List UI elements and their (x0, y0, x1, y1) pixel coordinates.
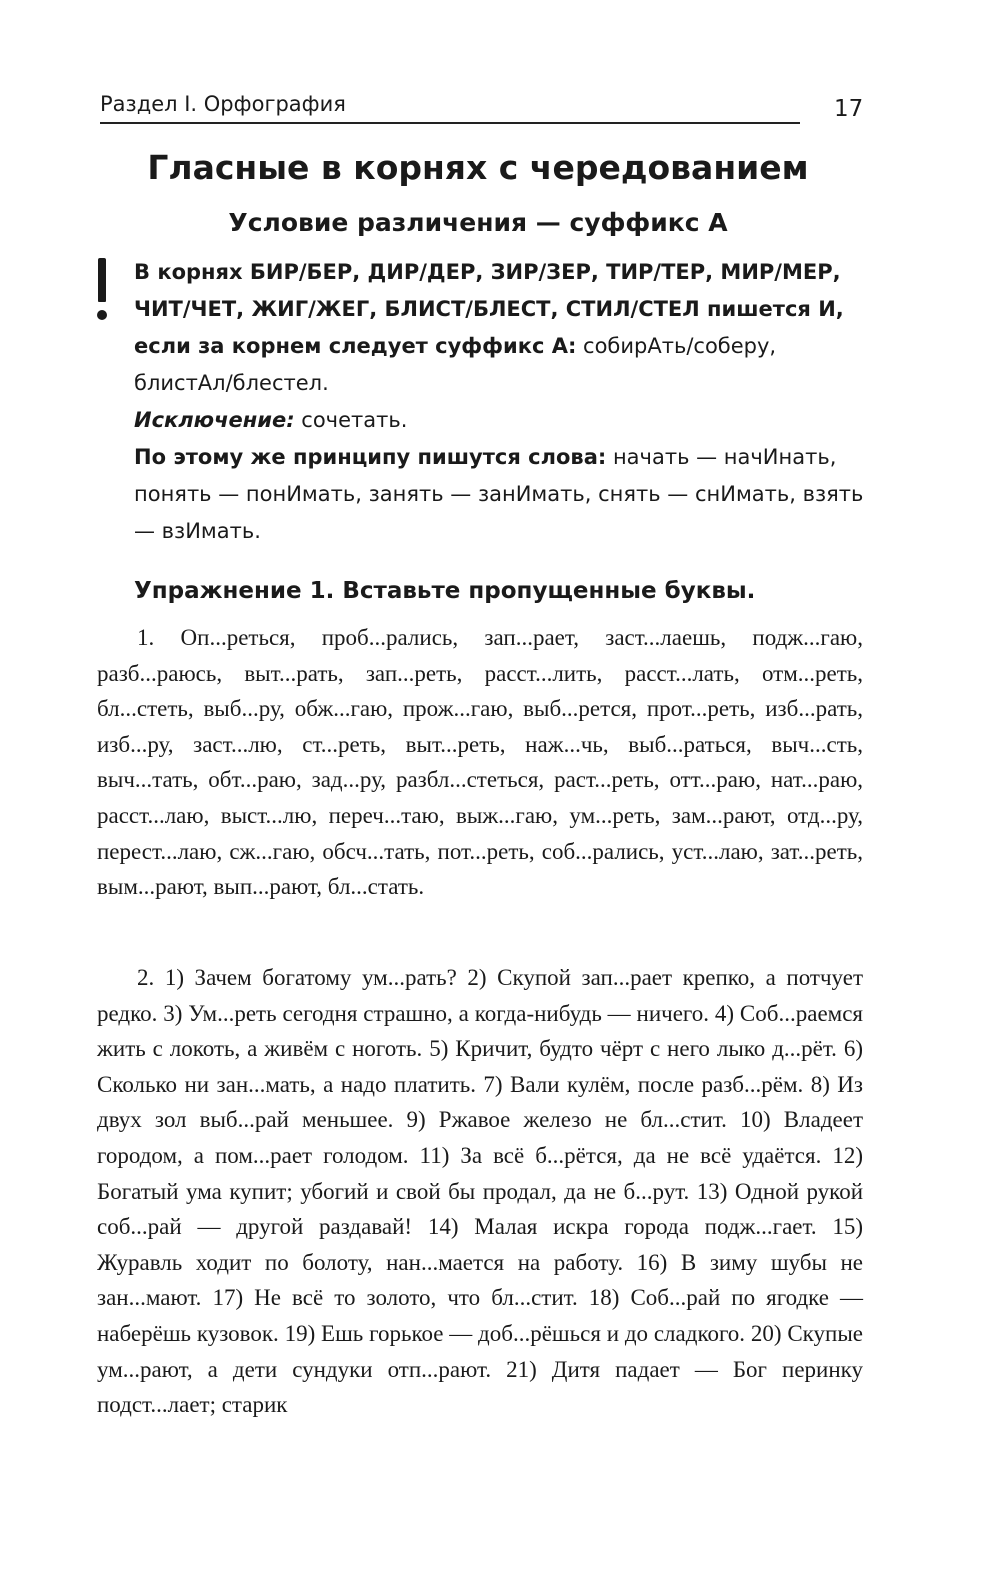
page-subtitle: Условие различения — суффикс А (228, 208, 728, 237)
page-number: 17 (834, 96, 864, 122)
same-principle-line (134, 439, 866, 550)
exception-label: Исключение: (134, 408, 295, 432)
exception-text: сочетать. (294, 408, 408, 432)
rule-bold-intro: В корнях БИР/БЕР, ДИР/ДЕР, ЗИР/ЗЕР, ТИР/ТЕР, МИР/МЕР, ЧИТ/ЧЕТ, ЖИГ/ЖЕГ, БЛИСТ/БЛЕСТ, СТИЛ/СТЕЛ пишется И, если за корнем следует суффикс А: (134, 260, 844, 358)
same-principle-label: По этому же принципу пишутся слова: (134, 445, 607, 469)
exclamation-icon (95, 258, 109, 324)
same-principle-text: начать — начИнать, понять — понИмать, занять — занИмать, снять — снИмать, взять — взИмать. (134, 445, 864, 543)
exercise-part-1: 1. Оп...реться, проб...рались, зап...рает, заст...лаешь, подж...гаю, разб...раюсь, выт...рать, зап...реть, расст...лить, расст...лать, отм...реть, бл...стеть, выб...ру, обж...гаю, прож...гаю, выб...рется, прот...реть, изб...рать, изб...ру, заст...лю, ст...реть, выт...реть, наж...чь, выб...раться, выч...сть, выч...тать, обт...раю, зад...ру, разбл...стеться, раст...реть, отт...раю, нат...раю, расст...лаю, выст...лю, переч...таю, выж...гаю, ум...реть, зам...рают, отд...ру, перест...лаю, сж...гаю, обсч...тать, пот...реть, соб...рались, уст...лаю, зат...реть, вым...рают, вып...рают, бл...стать. (97, 625, 863, 900)
rule-box (134, 254, 866, 550)
running-head (100, 92, 800, 124)
page-title: Гласные в корнях с чередованием (147, 148, 809, 187)
exception-line (134, 402, 866, 439)
exercise-heading: Упражнение 1. Вставьте пропущенные буквы. (134, 578, 756, 604)
section-title: Раздел I. Орфография (100, 92, 346, 116)
rule-text (134, 254, 866, 402)
rule-examples: собирАть/соберу, блистАл/блестел. (134, 334, 777, 395)
exercise-part-2: 2. 1) Зачем богатому ум...рать? 2) Скупой зап...рает крепко, а потчует редко. 3) Ум...реть сегодня страшно, а когда-нибудь — ничего. 4) Соб...раемся жить с локоть, а живём с ноготь. 5) Кричит, будто чёрт с него лыко д...рёт. 6) Сколько ни зан...мать, а надо платить. 7) Вали кулём, после разб...рём. 8) Из двух зол выб...рай меньшее. 9) Ржавое железо не бл...стит. 10) Владеет городом, а пом...рает голодом. 11) За всё б...рётся, да не всё удаётся. 12) Богатый ума купит; убогий и свой бы продал, да не б...рут. 13) Одной рукой соб...рай — другой раздавай! 14) Малая искра города подж...гает. 15) Журавль ходит по болоту, нан...мается на работу. 16) В зиму шубы не зан...мают. 17) Не всё то золото, что бл...стит. 18) Соб...рай по ягодке — наберёшь кузовок. 19) Ешь горькое — доб...рёшься и до сладкого. 20) Скупые ум...рают, а дети сундуки отп...рают. 21) Дитя падает — Бог перинку подст...лает; старик (97, 965, 863, 1418)
